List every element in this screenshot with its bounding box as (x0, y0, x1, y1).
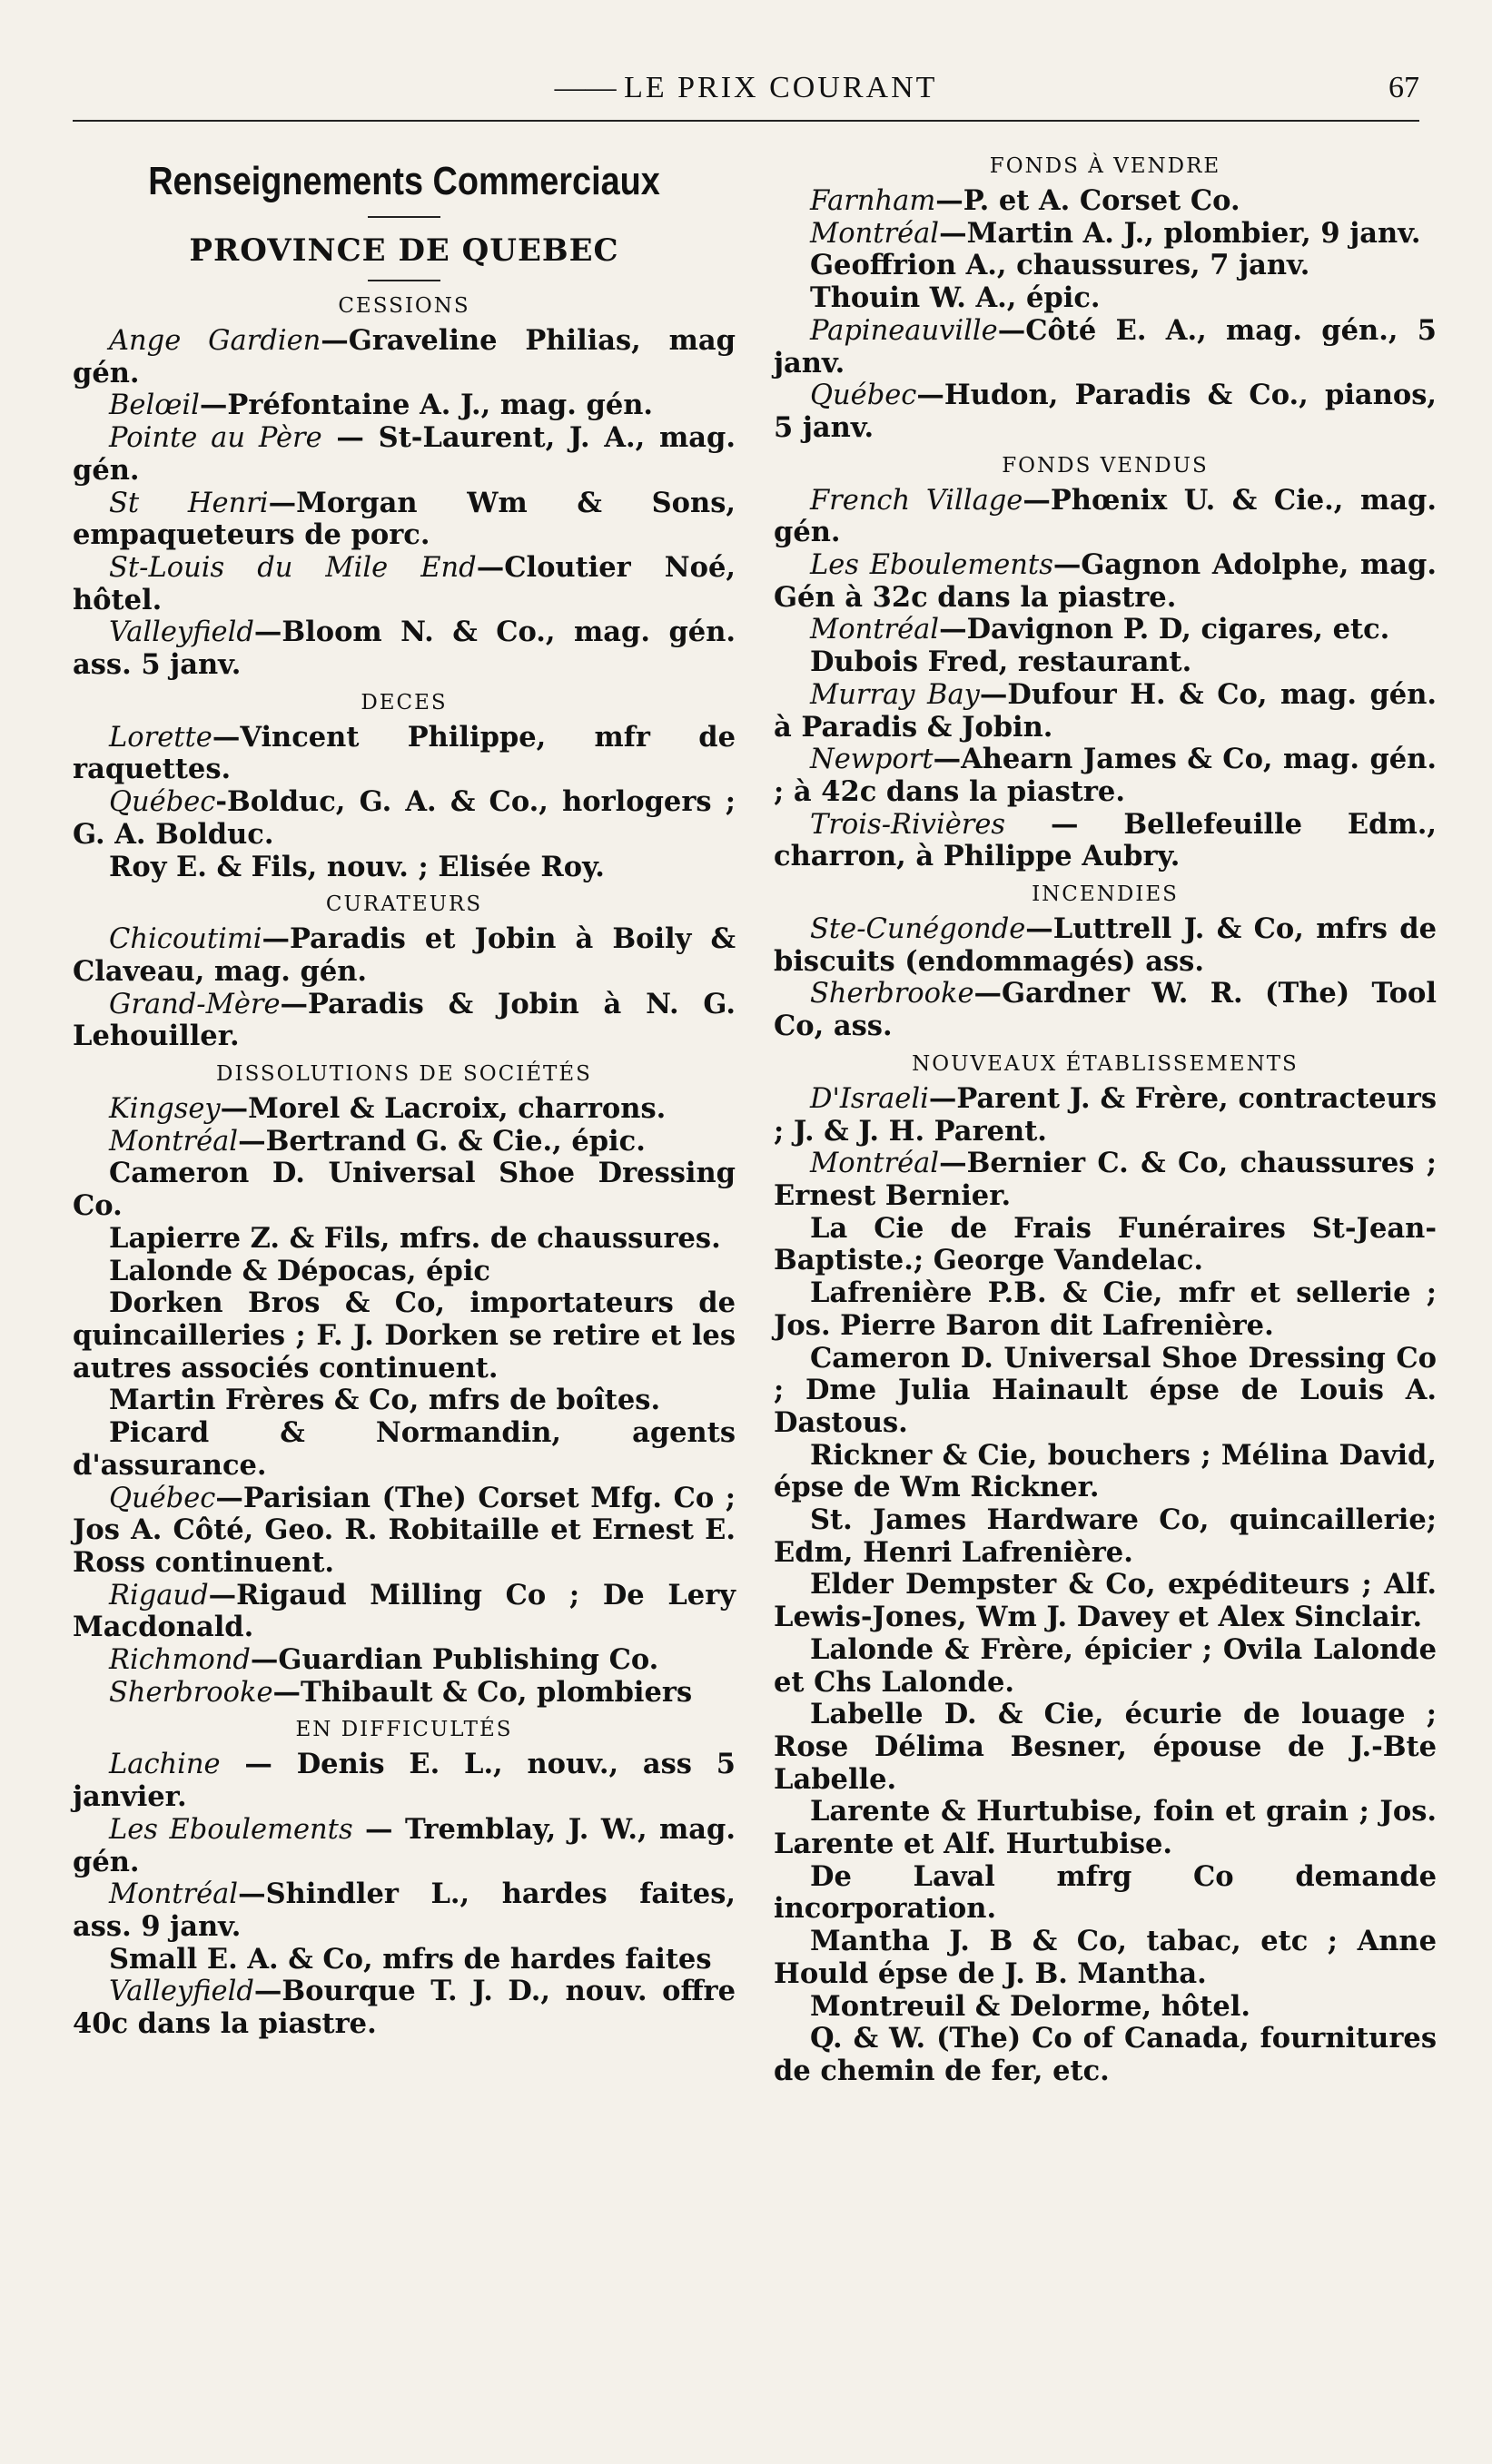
listing-text: —Cloutier Noé, hôtel. (73, 550, 736, 616)
listing-entry (774, 1343, 1437, 1440)
listing-entry (73, 1749, 736, 1813)
listing-entry (73, 1223, 736, 1256)
place-name: Murray Bay (810, 678, 980, 711)
listing-entry (73, 1644, 736, 1677)
divider (368, 280, 440, 281)
listing-entry (73, 1878, 736, 1943)
listing-text: Dubois Fred, restaurant. (810, 646, 1192, 679)
listing-entry (774, 1148, 1437, 1212)
listing-entry (774, 549, 1437, 614)
listing-text: —Bernier C. & Co, chaussures ; Ernest Bernier. (774, 1147, 1437, 1212)
place-name: Sherbrooke (109, 1676, 273, 1709)
listing-text: —Côté E. A., mag. gén., 5 janv. (774, 313, 1437, 379)
listing-entry (774, 1699, 1437, 1796)
place-name: D'Israeli (810, 1082, 929, 1115)
place-name: Montréal (109, 1125, 239, 1158)
listing-text: —Vincent Philippe, mfr de raquettes. (73, 720, 736, 786)
place-name: Québec (109, 786, 216, 819)
listing-entry (73, 422, 736, 487)
divider (368, 216, 440, 218)
category-label: CESSIONS (338, 294, 470, 318)
listing-text: —Luttrell J. & Co, mfrs de biscuits (endommagés) ass. (774, 912, 1437, 978)
listing-text: De Laval mfrg Co demande incorporation. (774, 1859, 1437, 1926)
listing-text: Larente & Hurtubise, foin et grain ; Jos. Larente et Alf. Hurtubise. (774, 1795, 1437, 1861)
listing-text: —Graveline Philias, mag gén. (73, 324, 736, 389)
listing-text: —Dufour H. & Co, mag. gén. à Paradis & Jobin. (774, 677, 1437, 744)
listing-entry (73, 852, 736, 884)
listing-text: —Gardner W. R. (The) Tool Co, ass. (774, 977, 1437, 1043)
listing-entry (73, 488, 736, 552)
section-heading: Renseignements Commerciaux (148, 159, 660, 203)
place-name: Montréal (109, 1878, 239, 1911)
place-name: Québec (810, 379, 917, 412)
listing-entry (73, 923, 736, 988)
running-header (73, 65, 1419, 122)
listing-text: Dorken Bros & Co, importateurs de quincailleries ; F. J. Dorken se retire et les autres associés continuent. (73, 1286, 736, 1385)
category-label: DISSOLUTIONS DE SOCIÉTÉS (216, 1062, 592, 1087)
listing-text: —Parisian (The) Corset Mfg. Co ; Jos A. Côté, Geo. R. Robitaille et Ernest E. Ross continuent. (73, 1481, 736, 1579)
place-name: Sherbrooke (810, 978, 974, 1010)
listing-entry (73, 1976, 736, 2040)
listing-entry (73, 616, 736, 681)
listing-entry (774, 2023, 1437, 2087)
listing-text: —Paradis et Jobin à Boily & Claveau, mag. gén. (73, 922, 736, 988)
place-name: Les Eboulements (810, 549, 1053, 582)
left-column (73, 145, 736, 2041)
listing-entry (774, 978, 1437, 1042)
listing-text: -Bolduc, G. A. & Co., horlogers ; G. A. Bolduc. (73, 785, 736, 851)
listing-text: Small E. A. & Co, mfrs de hardes faites (109, 1942, 712, 1976)
listing-text: Montreuil & Delorme, hôtel. (810, 1989, 1250, 2023)
listing-text: St. James Hardware Co, quincaillerie; Edm, Henri Lafrenière. (774, 1503, 1437, 1569)
listing-text: —Parent J. & Frère, contracteurs ; J. & J. H. Parent. (774, 1081, 1437, 1148)
place-name: Farnham (810, 185, 936, 217)
listing-entry (774, 614, 1437, 646)
place-name: Valleyfield (109, 1976, 254, 2008)
place-name: Pointe au Père (109, 422, 322, 455)
listing-entry (73, 325, 736, 389)
listing-text: Martin Frères & Co, mfrs de boîtes. (109, 1384, 661, 1417)
place-name: Rigaud (109, 1579, 209, 1611)
place-name: Montréal (810, 614, 940, 646)
listing-text: —Davignon P. D, cigares, etc. (939, 613, 1390, 646)
category-label: EN DIFFICULTÉS (295, 1718, 513, 1742)
place-name: Ange Gardien (109, 325, 321, 357)
place-name: Chicoutimi (109, 923, 262, 956)
listing-text: —Hudon, Paradis & Co., pianos, 5 janv. (774, 379, 1437, 444)
place-name: Richmond (109, 1644, 251, 1677)
listing-entry (73, 1944, 736, 1976)
listing-entry (73, 1126, 736, 1158)
listing-entry (774, 1213, 1437, 1277)
listing-text: Lafrenière P.B. & Cie, mfr et sellerie ; Jos. Pierre Baron dit Lafrenière. (774, 1276, 1437, 1342)
listing-entry (774, 1991, 1437, 2024)
province-heading: PROVINCE DE QUEBEC (189, 232, 619, 269)
listing-entry (774, 250, 1437, 282)
listing-text: Roy E. & Fils, nouv. ; Elisée Roy. (109, 850, 605, 883)
listing-text: Geoffrion A., chaussures, 7 janv. (810, 249, 1310, 282)
place-name: St-Louis du Mile End (109, 551, 477, 584)
place-name: Grand-Mère (109, 988, 281, 1020)
listing-entry (774, 1083, 1437, 1148)
listing-text: Mantha J. B & Co, tabac, etc ; Anne Hould épse de J. B. Mantha. (774, 1925, 1437, 1990)
listing-text: Rickner & Cie, bouchers ; Mélina David, épse de Wm Rickner. (774, 1438, 1437, 1504)
page-number: 67 (1388, 71, 1419, 104)
listing-text: Picard & Normandin, agents d'assurance. (73, 1416, 736, 1482)
listing-text: Cameron D. Universal Shoe Dressing Co ; Dme Julia Hainault épse de Louis A. Dastous. (774, 1341, 1437, 1439)
listing-entry (73, 389, 736, 422)
listing-entry (73, 1483, 736, 1580)
listing-entry (73, 552, 736, 616)
place-name: Montréal (810, 1148, 940, 1180)
listing-text: Cameron D. Universal Shoe Dressing Co. (73, 1157, 736, 1223)
place-name: Les Eboulements (109, 1813, 353, 1846)
listing-entry (73, 1256, 736, 1288)
listing-text: — Tremblay, J. W., mag. gén. (73, 1812, 736, 1878)
listing-entry (774, 1926, 1437, 1990)
place-name: Trois-Rivières (810, 808, 1006, 841)
listing-entry (774, 1634, 1437, 1699)
place-name: St Henri (109, 487, 269, 519)
listing-entry (774, 1861, 1437, 1926)
listing-text: —Bourque T. J. D., nouv. offre 40c dans la piastre. (73, 1975, 736, 2041)
listing-text: La Cie de Frais Funéraires St-Jean-Baptiste.; George Vandelac. (774, 1211, 1437, 1277)
listing-text: — Denis E. L., nouv., ass 5 janvier. (73, 1748, 736, 1814)
listing-entry (774, 1504, 1437, 1569)
listing-text: —P. et A. Corset Co. (935, 184, 1240, 217)
listing-entry (774, 646, 1437, 679)
listing-text: — St-Laurent, J. A., mag. gén. (73, 421, 736, 487)
listing-text: —Préfontaine A. J., mag. gén. (199, 389, 654, 422)
listing-text: Q. & W. (The) Co of Canada, fournitures de chemin de fer, etc. (774, 2022, 1437, 2087)
listing-text: —Gagnon Adolphe, mag. Gén à 32c dans la piastre. (774, 548, 1437, 614)
listing-entry (774, 185, 1437, 218)
listing-entry (774, 913, 1437, 978)
listing-entry (774, 679, 1437, 744)
running-title: —— LE PRIX COURANT (73, 71, 1419, 105)
listing-text: — Bellefeuille Edm., charron, à Philippe Aubry. (774, 807, 1437, 873)
category-label: FONDS À VENDRE (989, 154, 1221, 178)
listing-text: Elder Dempster & Co, expéditeurs ; Alf. Lewis-Jones, Wm J. Davey et Alex Sinclair. (774, 1568, 1437, 1634)
place-name: Newport (810, 744, 934, 776)
listing-text: Lalonde & Frère, épicier ; Ovila Lalonde et Chs Lalonde. (774, 1632, 1437, 1699)
listing-entry (774, 744, 1437, 808)
listing-entry (73, 1417, 736, 1482)
category-label: DECES (361, 690, 448, 715)
place-name: Lorette (109, 721, 212, 754)
listing-text: Thouin W. A., épic. (810, 281, 1101, 315)
listing-entry (774, 485, 1437, 549)
place-name: Valleyfield (109, 616, 254, 649)
category-label: INCENDIES (1032, 882, 1179, 907)
listing-entry (73, 1287, 736, 1385)
listing-text: Lapierre Z. & Fils, mfrs. de chaussures. (109, 1221, 721, 1255)
listing-entry (774, 809, 1437, 873)
place-name: Papineauville (810, 314, 998, 347)
listing-entry (73, 1093, 736, 1126)
place-name: Belœil (109, 389, 200, 422)
listing-entry (774, 282, 1437, 315)
listing-entry (73, 786, 736, 851)
listing-text: —Bloom N. & Co., mag. gén. ass. 5 janv. (73, 616, 736, 682)
category-label: NOUVEAUX ÉTABLISSEMENTS (912, 1051, 1299, 1076)
listing-entry (73, 1158, 736, 1222)
listing-entry (774, 1277, 1437, 1342)
listing-text: —Morgan Wm & Sons, empaqueteurs de porc. (73, 486, 736, 552)
listing-text: —Thibault & Co, plombiers (272, 1675, 693, 1709)
listing-entry (774, 218, 1437, 251)
listing-entry (774, 1440, 1437, 1504)
category-label: FONDS VENDUS (1002, 453, 1209, 478)
listing-entry (73, 1677, 736, 1710)
listing-text: —Martin A. J., plombier, 9 janv. (939, 216, 1421, 250)
listing-text: Lalonde & Dépocas, épic (109, 1254, 490, 1287)
listing-text: —Bertrand G. & Cie., épic. (238, 1124, 646, 1158)
place-name: Kingsey (109, 1093, 221, 1126)
place-name: Ste-Cunégonde (810, 913, 1026, 946)
listing-entry (774, 379, 1437, 444)
place-name: French Village (810, 484, 1023, 517)
listing-text: —Shindler L., hardes faites, ass. 9 janv. (73, 1878, 736, 1943)
listing-entry (73, 1385, 736, 1417)
listing-text: —Phœnix U. & Cie., mag. gén. (774, 483, 1437, 549)
place-name: Québec (109, 1482, 216, 1514)
listing-entry (774, 315, 1437, 379)
listing-entry (73, 989, 736, 1053)
listing-text: —Paradis & Jobin à N. G. Lehouiller. (73, 987, 736, 1053)
listing-entry (774, 1569, 1437, 1633)
listing-text: —Morel & Lacroix, charrons. (220, 1092, 667, 1126)
listing-entry (774, 1796, 1437, 1860)
listing-text: Labelle D. & Cie, écurie de louage ; Rose Délima Besner, épouse de J.-Bte Labelle. (774, 1698, 1437, 1796)
place-name: Montréal (810, 217, 940, 250)
category-label: CURATEURS (325, 892, 483, 917)
listing-text: —Rigaud Milling Co ; De Lery Macdonald. (73, 1578, 736, 1644)
listing-entry (73, 1580, 736, 1644)
listing-text: —Ahearn James & Co, mag. gén. ; à 42c dans la piastre. (774, 743, 1437, 808)
place-name: Lachine (109, 1749, 221, 1781)
listing-entry (73, 1814, 736, 1878)
listing-text: —Guardian Publishing Co. (250, 1643, 659, 1677)
listing-entry (73, 722, 736, 786)
right-column (774, 145, 1437, 2088)
